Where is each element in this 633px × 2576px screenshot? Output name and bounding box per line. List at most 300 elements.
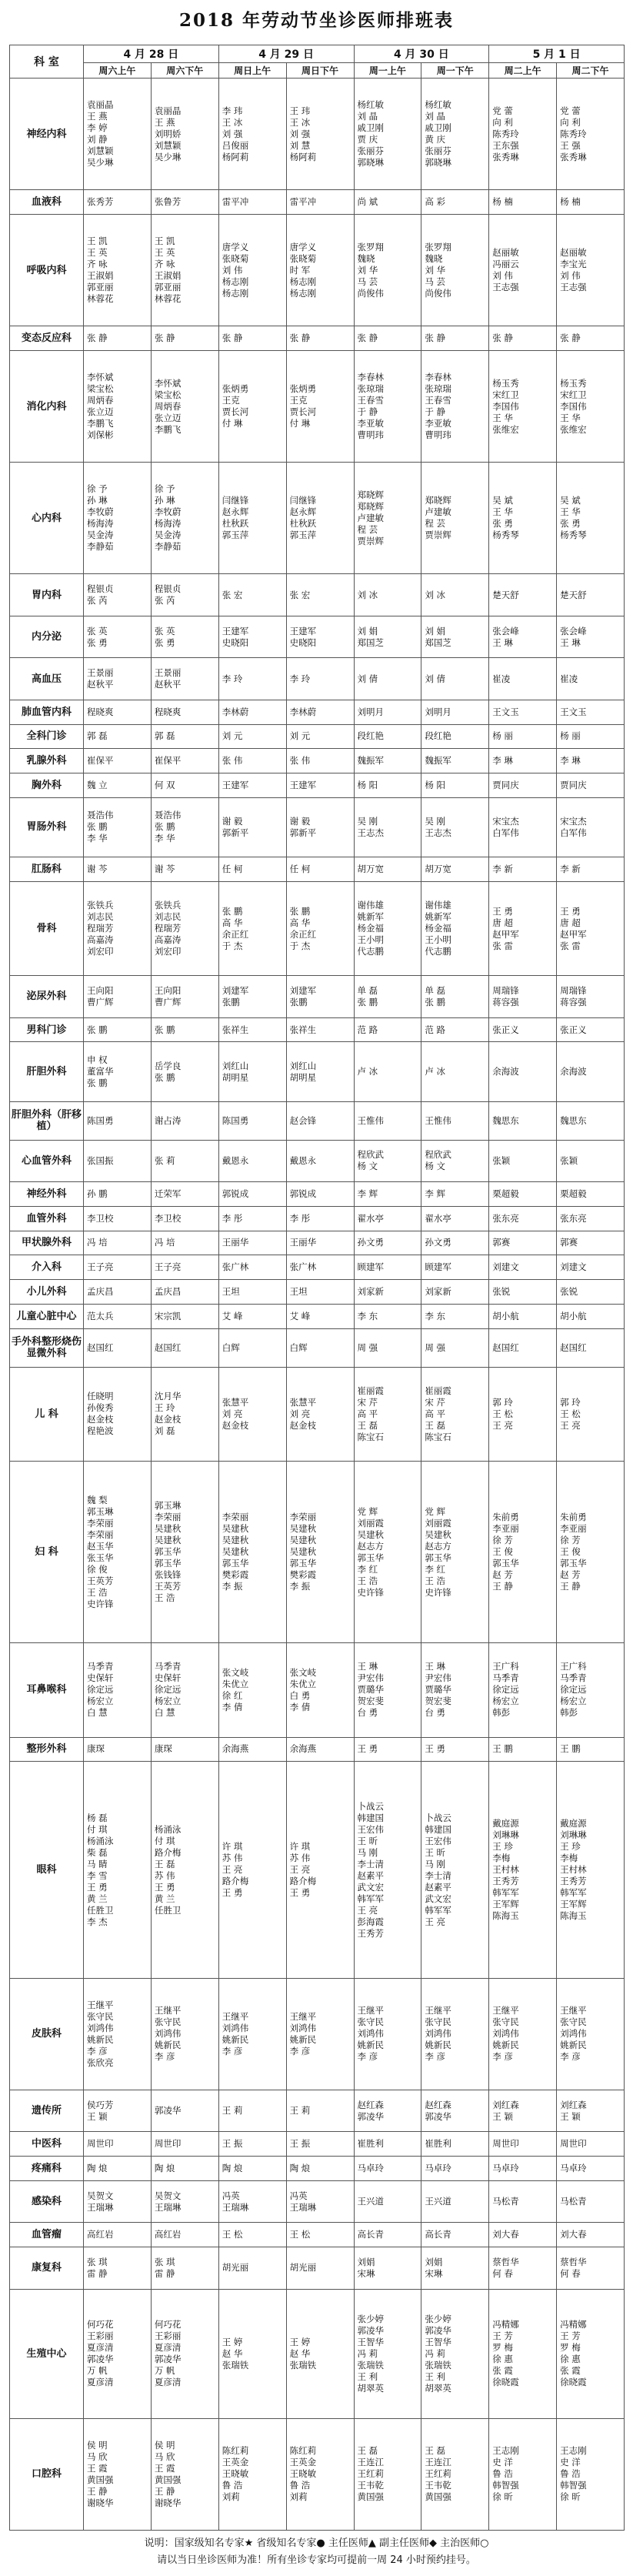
session-cell [354, 1643, 421, 1738]
doctor-name: 崔丽霞 [357, 1385, 384, 1396]
session-cell [354, 2247, 421, 2289]
session-cell [218, 2090, 286, 2131]
session-cell [286, 1462, 354, 1643]
doctor-name: 李荣丽 [289, 1512, 317, 1523]
doctor-name: 张广林 [289, 1261, 317, 1273]
doctor-name: 陈红莉 [222, 2445, 249, 2457]
doctor-name: 王 松 [222, 2229, 243, 2240]
doctor-name: 刘建军 [222, 984, 249, 996]
doctor-name: 李士清 [425, 1869, 451, 1881]
doctor-name: 程艳波 [87, 1425, 114, 1437]
doctor-name: 张 霞 [560, 2365, 581, 2377]
doctor-name: 张 芮 [154, 595, 175, 606]
doctor-name: 王 珍 [492, 1841, 513, 1853]
doctor-name: 刘建文 [560, 1261, 587, 1273]
doctor-name: 赵 芳 [492, 1569, 513, 1581]
schedule-body [10, 79, 625, 2531]
doctor-name: 王向阳 [87, 984, 114, 996]
doctor-name: 马 芸 [425, 276, 446, 287]
doctor-name: 刘鸿伟 [87, 2022, 114, 2033]
doctor-name: 王 冰 [289, 116, 311, 128]
doctor-name: 李 辉 [357, 1188, 378, 1199]
doctor-name: 孙 鹏 [87, 1188, 108, 1199]
doctor-name: 王瑞琳 [289, 2201, 317, 2213]
doctor-name: 贾长河 [222, 406, 249, 418]
doctor-name: 杨金福 [425, 923, 451, 934]
session-cell [151, 2247, 218, 2289]
session-cell [84, 1328, 152, 1367]
doctor-name: 赵 华 [289, 2347, 311, 2359]
doctor-name: 郭 磊 [154, 730, 175, 742]
session-cell [218, 749, 286, 773]
session-cell [218, 1737, 286, 1762]
dept-name: 心内科 [10, 463, 84, 574]
doctor-name: 陈国勇 [87, 1114, 114, 1126]
doctor-name: 武文宏 [357, 1881, 384, 1893]
doctor-name: 刘 娟 [425, 625, 446, 636]
doctor-name: 王 玮 [289, 105, 311, 116]
session-cell [354, 1978, 421, 2090]
doctor-name: 王瑞琳 [154, 2201, 182, 2213]
session-cell [354, 1255, 421, 1280]
doctor-name: 郭 玲 [492, 1396, 513, 1408]
doctor-name: 杨 文 [425, 1161, 446, 1172]
session-cell [354, 2090, 421, 2131]
doctor-name: 王志刚 [492, 2445, 519, 2457]
doctor-name: 郭玉萍 [289, 530, 317, 541]
doctor-name: 王英芳 [87, 1575, 114, 1586]
doctor-name: 吴贺文 [87, 2190, 114, 2201]
doctor-name: 贾璐华 [425, 1684, 451, 1696]
doctor-name: 余正红 [222, 928, 249, 940]
doctor-name: 吴少琳 [154, 151, 182, 162]
doctor-name: 史许锋 [87, 1598, 114, 1609]
doctor-name: 吴 刚 [425, 815, 446, 827]
doctor-name: 赵 华 [222, 2347, 243, 2359]
doctor-name: 韩建国 [357, 1812, 384, 1823]
doctor-name: 鲁 浩 [289, 2480, 311, 2491]
doctor-name: 李 彦 [425, 2051, 446, 2063]
doctor-name: 王继平 [560, 2005, 587, 2016]
doctor-name: 王 婷 [289, 2336, 311, 2347]
session-cell [286, 190, 354, 215]
dept-name: 中医科 [10, 2132, 84, 2157]
doctor-name: 孙 琳 [154, 495, 175, 506]
session-cell [151, 2090, 218, 2131]
doctor-name: 史许锋 [425, 1586, 451, 1598]
doctor-name: 张丽芬 [357, 145, 384, 157]
doctor-name: 吴建秋 [222, 1535, 249, 1546]
doctor-name: 贾同庆 [492, 779, 519, 790]
dept-name: 耳鼻喉科 [10, 1643, 84, 1738]
doctor-name: 张守民 [87, 2010, 114, 2022]
session-header: 周一下午 [421, 63, 489, 79]
doctor-name: 郭新平 [222, 827, 249, 838]
doctor-name: 杨宏立 [154, 1696, 182, 1707]
session-cell [489, 797, 557, 857]
schedule-table-wrap [9, 45, 625, 2531]
session-cell [489, 214, 557, 326]
session-cell [354, 1206, 421, 1231]
session-cell [84, 2132, 152, 2157]
doctor-name: 马松青 [492, 2196, 519, 2207]
session-cell [489, 463, 557, 574]
doctor-name: 徐 俊 [87, 1563, 108, 1575]
doctor-name: 尹宏伟 [357, 1672, 384, 1684]
session-cell [151, 1304, 218, 1328]
doctor-name: 姚新民 [560, 2040, 587, 2051]
session-cell [421, 749, 489, 773]
doctor-name: 王坦 [222, 1285, 240, 1297]
doctor-name: 周瑞锋 [560, 984, 587, 996]
doctor-name: 刘志民 [154, 911, 182, 922]
doctor-name: 王秀芳 [357, 1927, 384, 1939]
session-cell [354, 1462, 421, 1643]
doctor-name: 崔保平 [154, 755, 182, 767]
session-cell [421, 1042, 489, 1101]
doctor-name: 王 华 [560, 506, 581, 518]
doctor-name: 张 芮 [87, 595, 108, 606]
doctor-name: 吴建秋 [289, 1535, 317, 1546]
session-cell [218, 1042, 286, 1101]
session-cell [84, 190, 152, 215]
doctor-name: 宋红卫 [560, 389, 587, 400]
doctor-name: 王晓敏 [289, 2468, 317, 2480]
doctor-name: 贺宏斐 [425, 1696, 451, 1707]
doctor-name: 刘鸿伟 [289, 2022, 317, 2033]
session-cell [84, 1367, 152, 1462]
dept-name: 高血压 [10, 658, 84, 700]
doctor-name: 王 勇 [425, 1743, 446, 1755]
session-cell [354, 749, 421, 773]
doctor-name: 王建军 [222, 625, 249, 636]
schedule-row [10, 1280, 625, 1305]
doctor-name: 徐 芳 [560, 1535, 581, 1546]
dept-name: 肺血管内科 [10, 700, 84, 724]
schedule-row [10, 976, 625, 1017]
doctor-name: 吴建秋 [222, 1523, 249, 1535]
doctor-name: 张晓菊 [222, 252, 249, 264]
doctor-name: 郭凌华 [425, 2324, 451, 2336]
doctor-name: 王 婷 [222, 2336, 243, 2347]
doctor-name: 刘 倩 [425, 673, 446, 684]
session-cell [354, 857, 421, 881]
doctor-name: 王 静 [154, 2485, 175, 2497]
doctor-name: 尚俊伟 [357, 287, 384, 299]
doctor-name: 王英金 [289, 2457, 317, 2468]
session-cell [557, 2157, 625, 2181]
doctor-name: 赵志方 [425, 1540, 451, 1552]
session-cell [151, 1737, 218, 1762]
session-cell [84, 797, 152, 857]
doctor-name: 李亚丽 [492, 1523, 519, 1535]
schedule-row [10, 2132, 625, 2157]
doctor-name: 吴建秋 [154, 1523, 182, 1535]
schedule-row [10, 1367, 625, 1462]
doctor-name: 王 勇 [154, 1881, 175, 1893]
doctor-name: 贾璐华 [357, 1684, 384, 1696]
session-cell [489, 1140, 557, 1181]
doctor-name: 史保轩 [87, 1672, 114, 1684]
schedule-row [10, 2180, 625, 2222]
doctor-name: 王秀芳 [492, 1876, 519, 1887]
doctor-name: 郭玉华 [154, 1558, 182, 1569]
doctor-name: 郭赛 [560, 1237, 578, 1248]
schedule-row [10, 79, 625, 190]
doctor-name: 刘志民 [87, 911, 114, 922]
doctor-name: 王建军 [289, 779, 317, 790]
doctor-name: 孟庆昌 [154, 1285, 182, 1297]
doctor-name: 赵金枝 [289, 1419, 317, 1431]
schedule-row [10, 214, 625, 326]
doctor-name: 鲁 浩 [560, 2468, 581, 2480]
doctor-name: 姚新民 [289, 2033, 317, 2045]
doctor-name: 王淑娟 [87, 270, 114, 282]
session-cell [489, 2247, 557, 2289]
doctor-name: 李 玲 [289, 673, 311, 684]
doctor-name: 王兴道 [357, 2196, 384, 2207]
doctor-name: 张慧平 [289, 1396, 317, 1408]
doctor-name: 向 利 [492, 116, 513, 128]
doctor-name: 郭晓琳 [425, 157, 451, 169]
doctor-name: 王志刚 [560, 2445, 587, 2457]
doctor-name: 雷平冲 [289, 196, 317, 208]
doctor-name: 李 辉 [425, 1188, 446, 1199]
doctor-name: 高 彩 [425, 196, 446, 208]
doctor-name: 任胜卫 [154, 1904, 182, 1916]
doctor-name: 王彩丽 [154, 2330, 182, 2342]
doctor-name: 贾崇辉 [425, 530, 451, 541]
doctor-name: 王 华 [492, 412, 513, 423]
doctor-name: 徐定远 [154, 1684, 182, 1696]
session-cell [421, 1017, 489, 1042]
dept-name: 甲状腺外科 [10, 1231, 84, 1255]
doctor-name: 赵国红 [154, 1341, 182, 1353]
doctor-name: 徐 惠 [560, 2354, 581, 2365]
doctor-name: 周世印 [560, 2138, 587, 2150]
session-cell [151, 1762, 218, 1978]
doctor-name: 谢占涛 [154, 1114, 182, 1126]
doctor-name: 王 琳 [492, 636, 513, 648]
doctor-name: 贾长河 [289, 406, 317, 418]
doctor-name: 马 刚 [425, 1858, 446, 1869]
session-cell [354, 1182, 421, 1207]
doctor-name: 尹宏伟 [425, 1672, 451, 1684]
doctor-name: 张维宏 [492, 423, 519, 435]
session-cell [354, 190, 421, 215]
session-cell [84, 724, 152, 749]
doctor-name: 程晓爽 [154, 706, 182, 717]
doctor-name: 王彩丽 [87, 2330, 114, 2342]
doctor-name: 姚新民 [87, 2033, 114, 2045]
doctor-name: 郑国芝 [425, 636, 451, 648]
doctor-name: 崔胜利 [425, 2138, 451, 2150]
doctor-name: 王英金 [222, 2457, 249, 2468]
session-cell [286, 1231, 354, 1255]
doctor-name: 蒋容强 [492, 996, 519, 1007]
session-cell [421, 2132, 489, 2157]
doctor-name: 白军伟 [492, 827, 519, 838]
doctor-name: 卜战云 [357, 1800, 384, 1812]
schedule-row [10, 1462, 625, 1643]
doctor-name: 徐 昕 [492, 2491, 513, 2503]
doctor-name: 李怀斌 [154, 377, 182, 389]
doctor-name: 张锐 [492, 1285, 511, 1297]
doctor-name: 刘家新 [357, 1285, 384, 1297]
session-cell [421, 1762, 489, 1978]
doctor-name: 张 静 [87, 332, 108, 344]
session-cell [286, 2090, 354, 2131]
session-cell [84, 1017, 152, 1042]
doctor-name: 徐 予 [87, 483, 108, 495]
doctor-name: 杨志刚 [222, 287, 249, 299]
doctor-name: 黄 兰 [87, 1893, 108, 1904]
session-cell [489, 1328, 557, 1367]
doctor-name: 王子亮 [154, 1261, 182, 1273]
doctor-name: 曹广辉 [154, 996, 182, 1007]
session-cell [84, 2090, 152, 2131]
doctor-name: 王军辉 [560, 1899, 587, 1910]
doctor-name: 马 欣 [154, 2451, 175, 2462]
schedule-row [10, 2090, 625, 2131]
doctor-name: 董富华 [87, 1066, 114, 1078]
schedule-row [10, 1643, 625, 1738]
doctor-name: 马季青 [154, 1661, 182, 1672]
doctor-name: 冯英 [222, 2190, 240, 2201]
doctor-name: 李 振 [289, 1581, 311, 1592]
doctor-name: 王建军 [222, 779, 249, 790]
doctor-name: 张锐 [560, 1285, 578, 1297]
session-cell [286, 749, 354, 773]
doctor-name: 韩军军 [560, 1887, 587, 1899]
doctor-name: 白辉 [289, 1341, 308, 1353]
doctor-name: 李荣丽 [87, 1529, 114, 1540]
doctor-name: 赵红森 [425, 2099, 451, 2110]
doctor-name: 王坦 [289, 1285, 308, 1297]
doctor-name: 姚新民 [492, 2040, 519, 2051]
dept-name: 乳腺外科 [10, 749, 84, 773]
session-cell [489, 616, 557, 657]
doctor-name: 王秀芳 [560, 1876, 587, 1887]
session-cell [557, 1182, 625, 1207]
doctor-name: 李 红 [357, 1563, 378, 1575]
session-cell [286, 2132, 354, 2157]
doctor-name: 王 静 [492, 1581, 513, 1592]
doctor-name: 刘琳琳 [492, 1829, 519, 1841]
doctor-name: 王 俊 [492, 1546, 513, 1558]
session-cell [557, 190, 625, 215]
session-cell [286, 214, 354, 326]
doctor-name: 韩彭 [560, 1707, 578, 1719]
session-cell [421, 1231, 489, 1255]
doctor-name: 陈国勇 [222, 1114, 249, 1126]
doctor-name: 白辉 [222, 1341, 240, 1353]
doctor-name: 史晓阳 [289, 636, 317, 648]
dept-name: 血液科 [10, 190, 84, 215]
doctor-name: 韩军军 [357, 1893, 384, 1904]
doctor-name: 姚新民 [425, 2040, 451, 2051]
schedule-row [10, 857, 625, 881]
doctor-name: 闫继锋 [222, 495, 249, 506]
doctor-name: 张 勇 [492, 518, 513, 530]
doctor-name: 李春林 [425, 372, 451, 383]
session-cell [421, 1367, 489, 1462]
dept-name: 男科门诊 [10, 1017, 84, 1042]
doctor-name: 侯 明 [87, 2439, 108, 2451]
doctor-name: 王 亮 [560, 1419, 581, 1431]
doctor-name: 赵丽敏 [560, 247, 587, 259]
doctor-name: 杨宏立 [87, 1696, 114, 1707]
doctor-name: 王 勇 [87, 1881, 108, 1893]
doctor-name: 王 珍 [560, 1841, 581, 1853]
doctor-name: 张文岐 [222, 1666, 249, 1678]
doctor-name: 崔保平 [87, 755, 114, 767]
session-cell [421, 976, 489, 1017]
doctor-name: 姚新民 [222, 2033, 249, 2045]
doctor-name: 张 静 [560, 332, 581, 344]
doctor-name: 刘红山 [222, 1060, 249, 1071]
session-cell [354, 214, 421, 326]
doctor-name: 郑晓辉 [357, 489, 384, 500]
session-cell [218, 214, 286, 326]
doctor-name: 王 磊 [425, 1419, 446, 1431]
session-cell [286, 2418, 354, 2530]
doctor-name: 韩智强 [560, 2480, 587, 2491]
session-cell [489, 1017, 557, 1042]
doctor-name: 王瑞琳 [222, 2201, 249, 2213]
doctor-name: 王克 [289, 395, 308, 406]
doctor-name: 陶 烺 [87, 2163, 108, 2174]
doctor-name: 张 鹏 [154, 821, 175, 833]
doctor-name: 王景丽 [87, 667, 114, 679]
session-cell [489, 79, 557, 190]
doctor-name: 李梅 [560, 1853, 578, 1864]
doctor-name: 赵国红 [87, 1341, 114, 1353]
doctor-name: 朱优立 [222, 1678, 249, 1689]
session-cell [218, 1462, 286, 1643]
doctor-name: 张 英 [154, 625, 175, 636]
session-cell [151, 1462, 218, 1643]
doctor-name: 张瑞铁 [425, 2359, 451, 2371]
session-cell [218, 2180, 286, 2222]
doctor-name: 王文玉 [560, 706, 587, 717]
session-cell [557, 773, 625, 798]
doctor-name: 李 彦 [357, 2051, 378, 2063]
session-cell [354, 976, 421, 1017]
doctor-name: 刘建军 [289, 984, 317, 996]
schedule-row [10, 1304, 625, 1328]
session-cell [421, 857, 489, 881]
doctor-name: 于 静 [357, 406, 378, 418]
session-cell [557, 700, 625, 724]
session-cell [218, 190, 286, 215]
doctor-name: 李 彦 [560, 2051, 581, 2063]
doctor-name: 李 红 [425, 1563, 446, 1575]
doctor-name: 张 英 [87, 625, 108, 636]
doctor-name: 王建军 [289, 625, 317, 636]
doctor-name: 李 彤 [222, 1212, 243, 1224]
doctor-name: 徐定远 [560, 1684, 587, 1696]
doctor-name: 路介梅 [222, 1876, 249, 1887]
session-cell [354, 1042, 421, 1101]
doctor-name: 刘宏印 [154, 946, 182, 957]
doctor-name: 刘 强 [289, 128, 311, 139]
doctor-name: 王 利 [425, 2371, 446, 2382]
session-cell [421, 658, 489, 700]
doctor-name: 吴金涛 [154, 530, 182, 541]
doctor-name: 张 鹏 [87, 1024, 108, 1035]
doctor-name: 李静茹 [154, 541, 182, 553]
